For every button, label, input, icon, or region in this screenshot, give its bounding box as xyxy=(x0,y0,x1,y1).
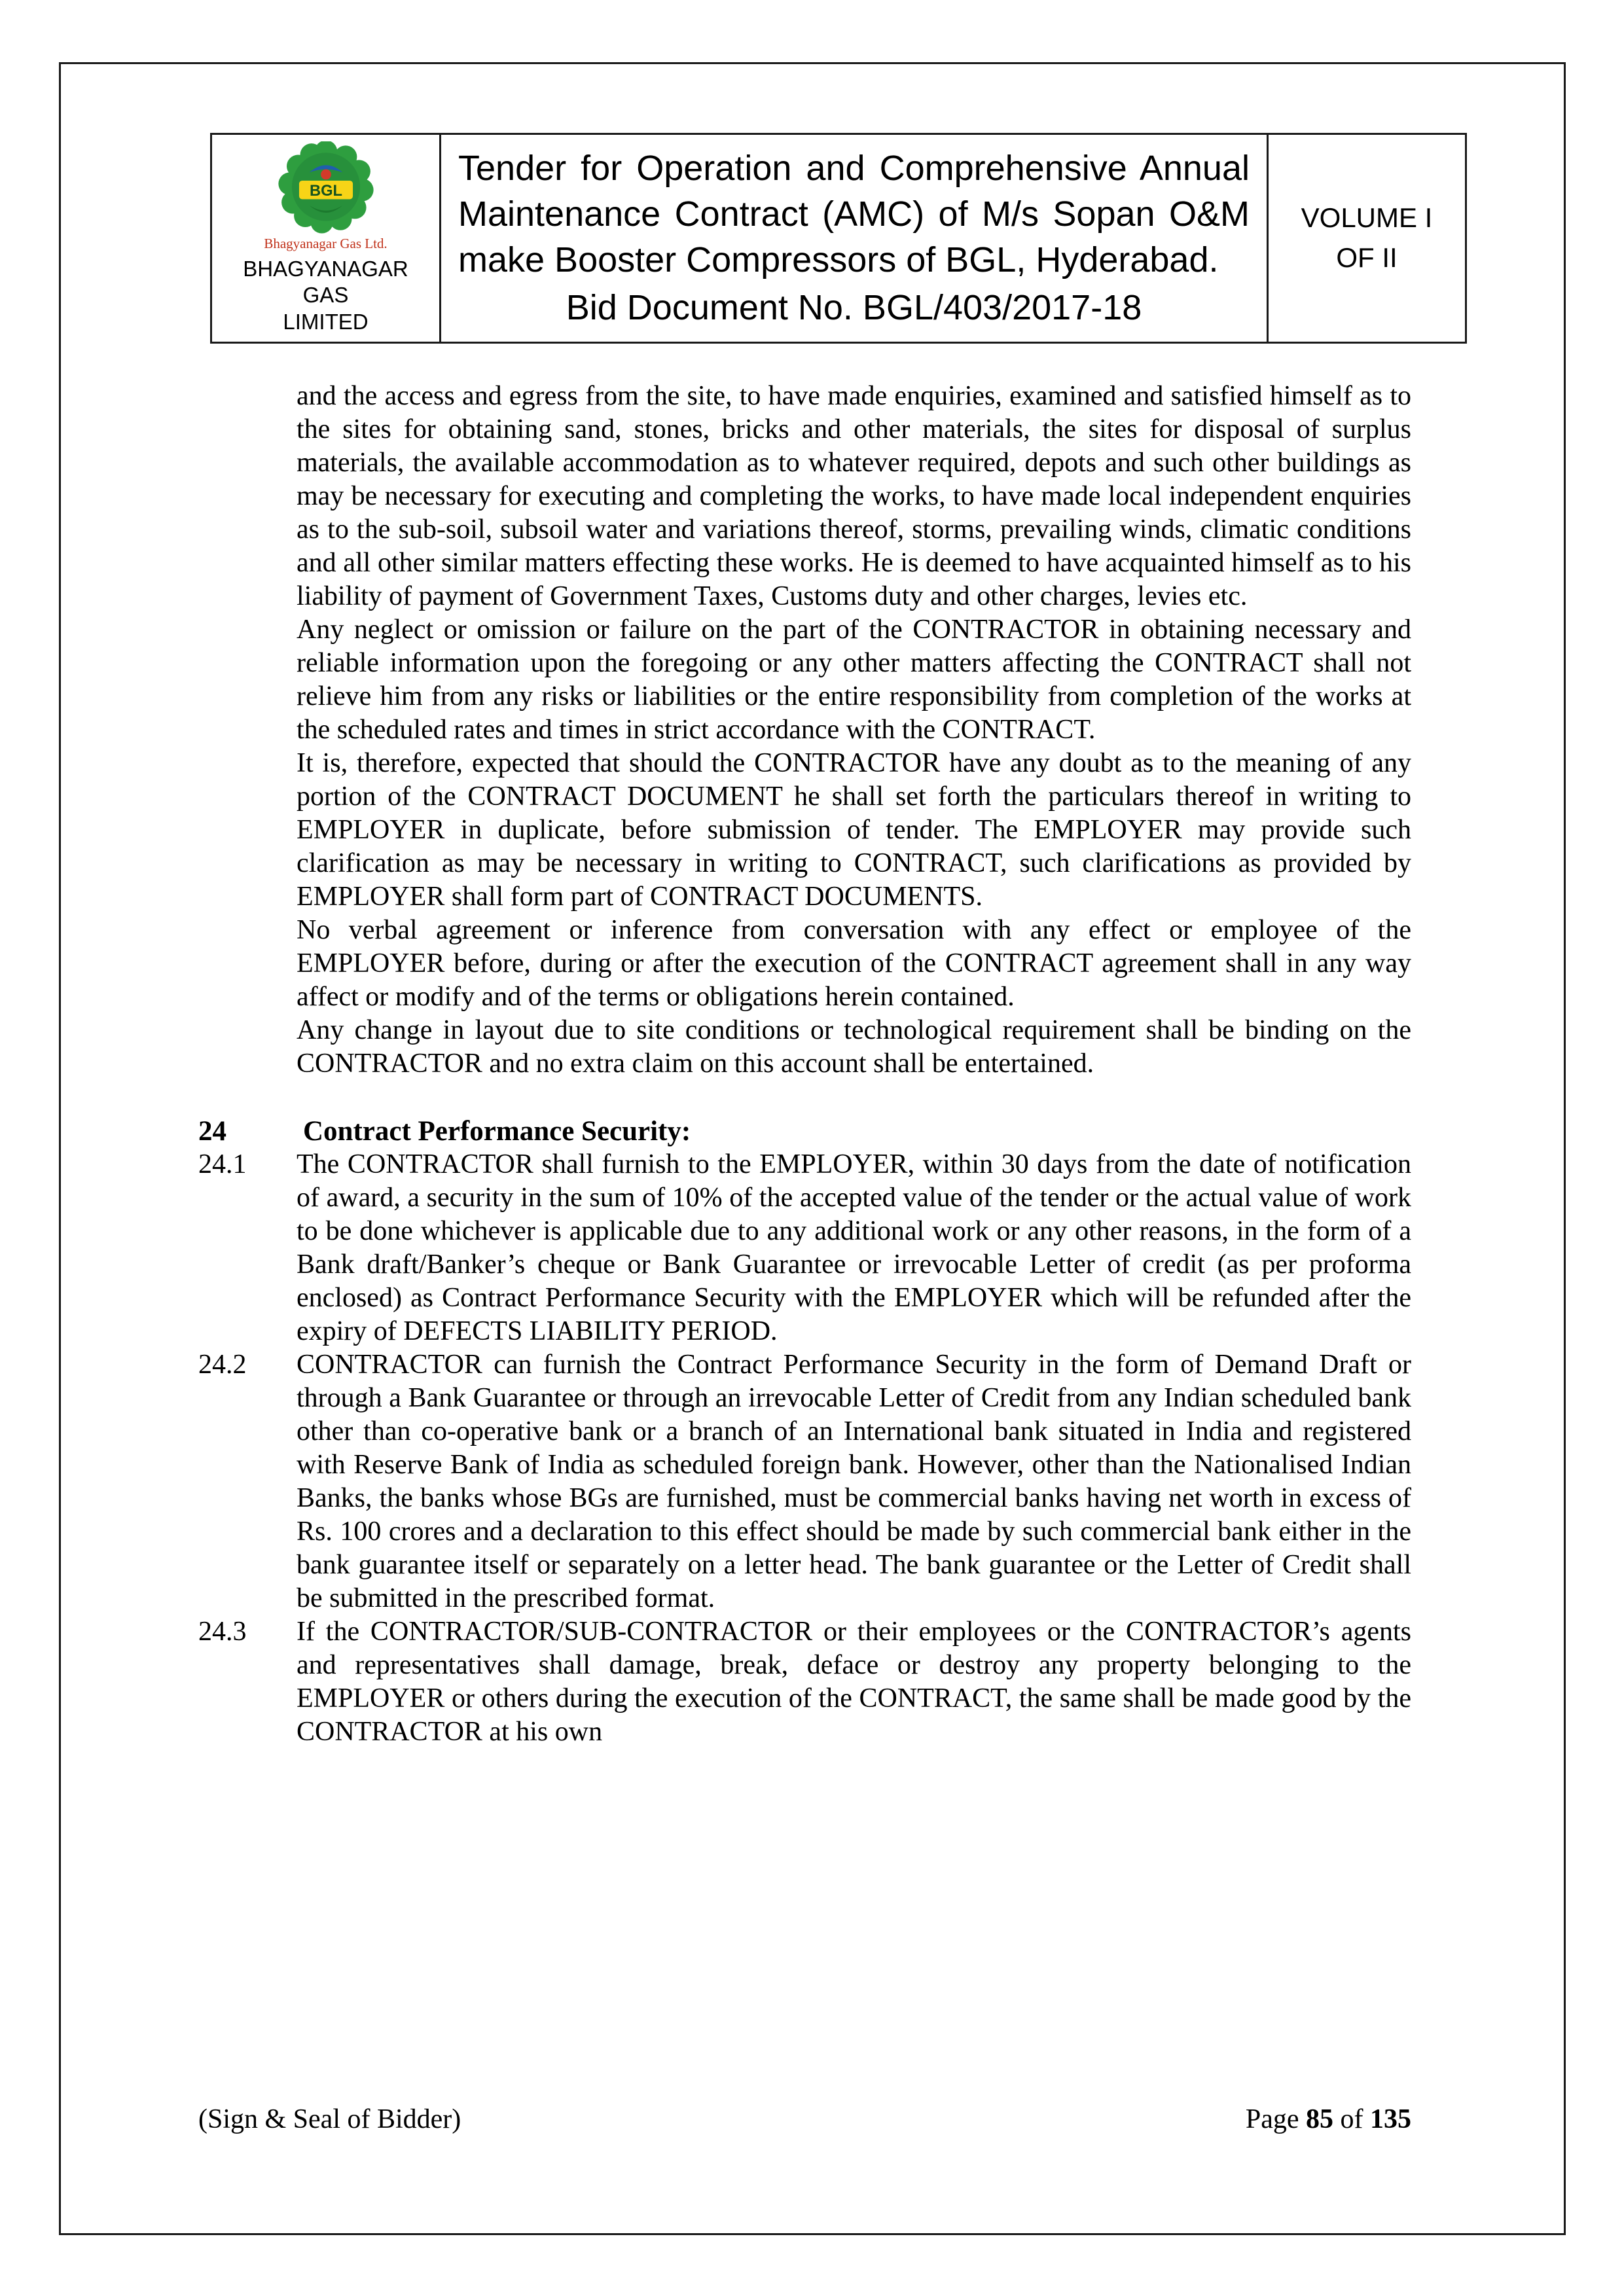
page-border xyxy=(59,62,1566,2235)
sign-seal-label: (Sign & Seal of Bidder) xyxy=(198,2104,461,2134)
logo-red-dot xyxy=(321,170,331,180)
of-word: of xyxy=(1340,2104,1363,2134)
header-table xyxy=(210,133,1467,344)
clause-text: If the CONTRACTOR/SUB-CONTRACTOR or their employees or the CONTRACTOR’s agents and representatives shall damage, break, deface or destroy any property belonging to the EMPLOYER or others during the execution of the CONTRACT, the same shall be made good by the CONTRACTOR at his own xyxy=(297,1616,1411,1747)
clause-number: 24.1 xyxy=(198,1149,247,1179)
logo-cell xyxy=(212,135,441,342)
clause-item xyxy=(198,1148,1411,1348)
bid-document-number: Bid Document No. BGL/403/2017-18 xyxy=(566,287,1142,327)
total-page-number: 135 xyxy=(1370,2104,1411,2134)
document-title: Tender for Operation and Comprehensive Annual Maintenance Contract (AMC) of M/s Sopan O&M make Booster Compressors of BGL, Hyderabad. xyxy=(458,149,1250,280)
company-name xyxy=(217,256,434,335)
clause-item xyxy=(198,1615,1411,1749)
company-name-line2: LIMITED xyxy=(283,309,369,334)
clause-item xyxy=(198,1348,1411,1615)
volume-cell xyxy=(1269,135,1465,342)
document-body xyxy=(198,380,1411,1749)
logo-subtitle: Bhagyanagar Gas Ltd. xyxy=(264,236,388,251)
clause-text: CONTRACTOR can furnish the Contract Performance Security in the form of Demand Draft or through a Bank Guarantee or through an irrevocable Letter of Credit from any Indian scheduled bank other than co-operative bank or a branch of an International bank situated in India and registered with Reserve Bank of India as scheduled foreign bank. However, other than the Nationalised Indian Banks, the banks whose BGs are furnished, must be commercial banks having net worth in excess of Rs. 100 crores and a declaration to this effect should be made by such commercial bank either in the bank guarantee itself or separately on a letter head. The bank guarantee or the Letter of Credit shall be submitted in the prescribed format. xyxy=(297,1349,1411,1613)
paragraph: Any neglect or omission or failure on the part of the CONTRACTOR in obtaining necessary and reliable information upon the foregoing or any other matters affecting the CONTRACT shall not relieve him from any risks or liabilities or the entire responsibility from completion of the works at the scheduled rates and times in strict accordance with the CONTRACT. xyxy=(297,614,1411,745)
logo-monogram: BGL xyxy=(309,182,342,200)
page-number-indicator xyxy=(1246,2104,1411,2135)
section-heading xyxy=(198,1115,1411,1148)
paragraph: No verbal agreement or inference from conversation with any effect or employee of the EMPLOYER before, during or after the execution of the CONTRACT agreement shall in any way affect or modify and of the terms or obligations herein contained. xyxy=(297,914,1411,1012)
volume-line2: OF II xyxy=(1336,242,1398,273)
section-title: Contract Performance Security: xyxy=(303,1115,691,1147)
paragraph: It is, therefore, expected that should the CONTRACTOR have any doubt as to the meaning of any portion of the CONTRACT DOCUMENT he shall set forth the particulars thereof in writing to EMPLOYER in duplicate, before submission of tender. The EMPLOYER may provide such clarification as may be necessary in writing to CONTRACT, such clarifications as provided by EMPLOYER shall form part of CONTRACT DOCUMENTS. xyxy=(297,747,1411,912)
paragraph: Any change in layout due to site conditions or technological requirement shall be binding on the CONTRACTOR and no extra claim on this account shall be entertained. xyxy=(297,1014,1411,1079)
clause-text: The CONTRACTOR shall furnish to the EMPLOYER, within 30 days from the date of notification of award, a security in the sum of 10% of the accepted value of the tender or the actual value of work to be done whichever is applicable due to any additional work or any other reasons, in the form of a Bank draft/Banker’s cheque or Bank Guarantee or irrevocable Letter of credit (as per proforma enclosed) as Contract Performance Security with the EMPLOYER which will be refunded after the expiry of DEFECTS LIABILITY PERIOD. xyxy=(297,1149,1411,1346)
title-cell xyxy=(441,135,1269,342)
section-number: 24 xyxy=(198,1115,226,1147)
page-footer xyxy=(198,2104,1411,2135)
volume-line1: VOLUME I xyxy=(1301,202,1433,233)
company-logo-icon xyxy=(264,141,388,240)
paragraph: and the access and egress from the site, to have made enquiries, examined and satisfied himself as to the sites for obtaining sand, stones, bricks and other materials, the sites for disposal of surplus materials, the available accommodation as to whatever required, depots and such other buildings as may be necessary for executing and completing the works, to have made local independent enquiries as to the sub-soil, subsoil water and variations thereof, storms, prevailing winds, climatic conditions and all other similar matters effecting these works. He is deemed to have acquainted himself as to his liability of payment of Government Taxes, Customs duty and other charges, levies etc. xyxy=(297,380,1411,611)
clause-number: 24.2 xyxy=(198,1349,247,1380)
company-name-line1: BHAGYANAGAR GAS xyxy=(243,257,408,308)
current-page-number: 85 xyxy=(1306,2104,1333,2134)
clause-number: 24.3 xyxy=(198,1616,247,1647)
page-word: Page xyxy=(1245,2104,1299,2134)
